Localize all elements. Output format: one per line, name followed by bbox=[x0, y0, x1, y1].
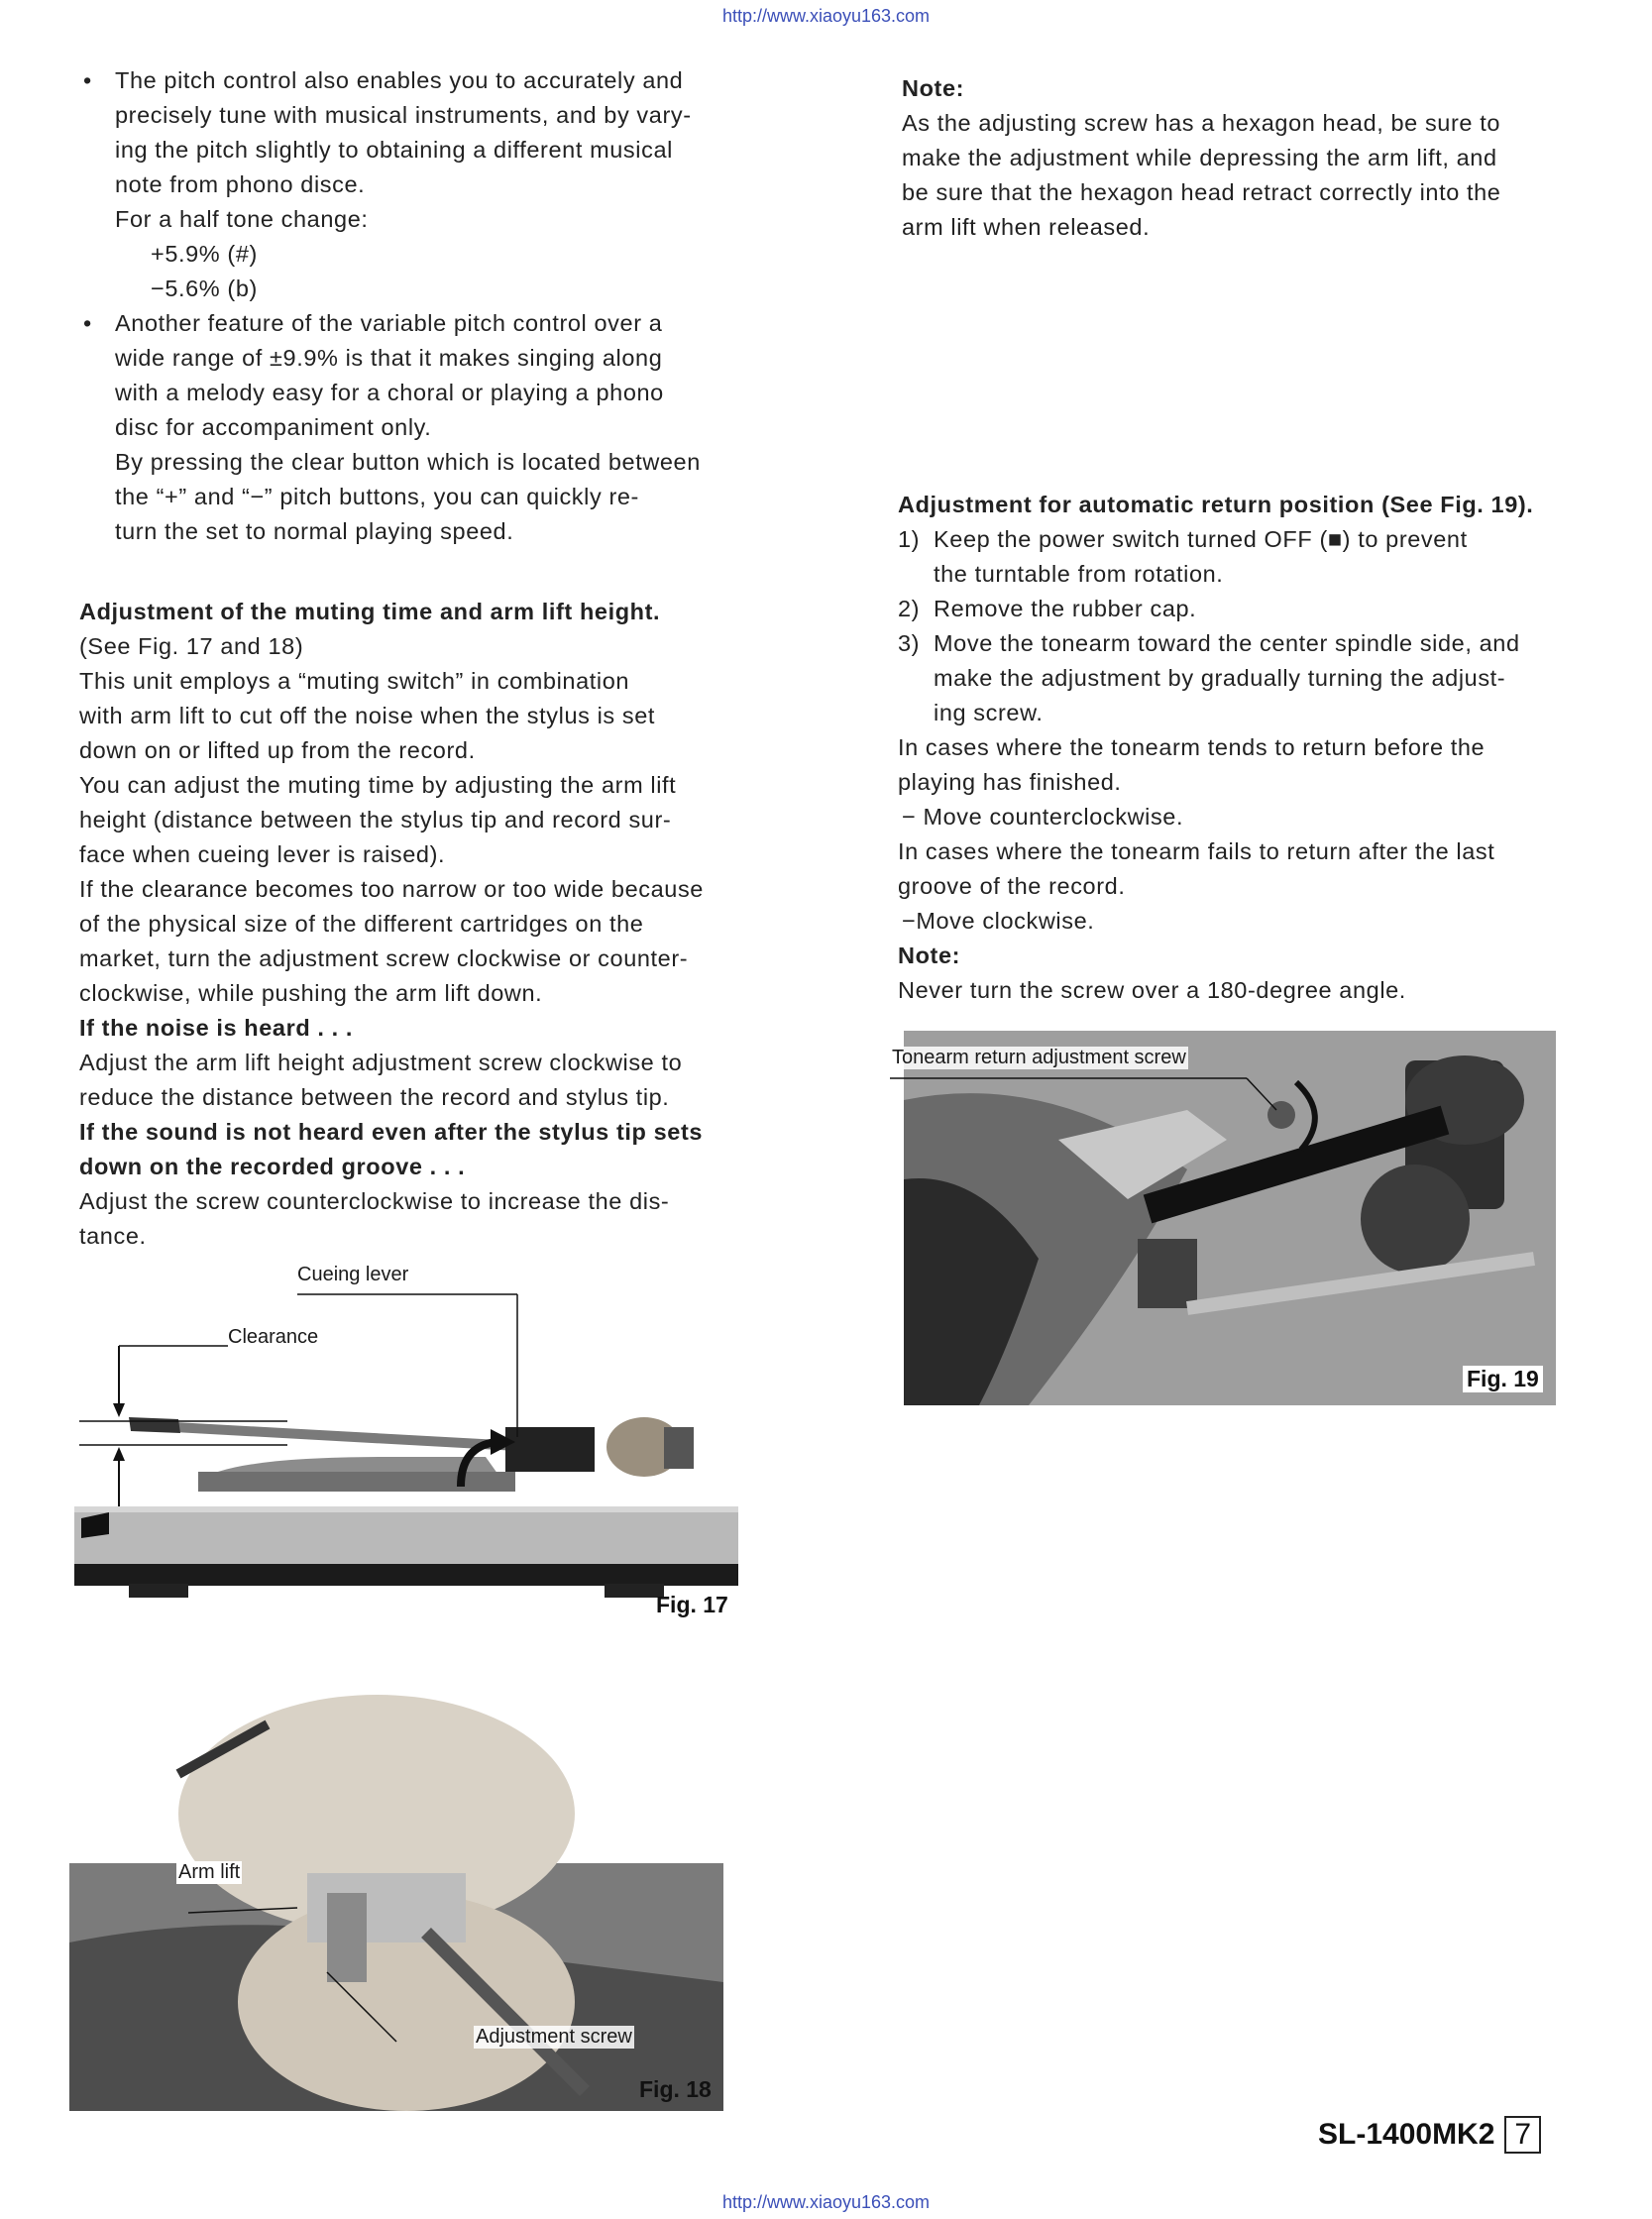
label-cueing-lever: Cueing lever bbox=[297, 1264, 409, 1285]
text-line: tance. bbox=[79, 1223, 147, 1249]
figure-18 bbox=[69, 1685, 733, 2111]
text-line: arm lift when released. bbox=[902, 214, 1151, 240]
text-line: height (distance between the stylus tip and record sur- bbox=[79, 807, 672, 832]
text-line: In cases where the tonearm fails to return after the last bbox=[898, 838, 1495, 864]
step-3 bbox=[898, 626, 1564, 730]
fig17-number: Fig. 17 bbox=[656, 1592, 728, 1617]
text-line: ing the pitch slightly to obtaining a different musical bbox=[115, 137, 673, 163]
text-line: reduce the distance between the record and stylus tip. bbox=[79, 1084, 670, 1110]
text-line: By pressing the clear button which is located between bbox=[115, 449, 701, 475]
text-line: Move the tonearm toward the center spindle side, and bbox=[934, 630, 1520, 656]
note2-text: Never turn the screw over a 180-degree angle. bbox=[898, 977, 1406, 1003]
case2-action: −Move clockwise. bbox=[902, 908, 1095, 934]
text-line: Keep the power switch turned OFF (■) to prevent bbox=[934, 526, 1468, 552]
text-line: disc for accompaniment only. bbox=[115, 414, 432, 440]
text-line: If the clearance becomes too narrow or too wide because bbox=[79, 876, 704, 902]
text-line: turn the set to normal playing speed. bbox=[115, 518, 514, 544]
label-tonearm-return-screw: Tonearm return adjustment screw bbox=[892, 1047, 1186, 1068]
case1-action: − Move counterclockwise. bbox=[902, 804, 1184, 830]
text-line: You can adjust the muting time by adjusting the arm lift bbox=[79, 772, 677, 798]
noise-heading: If the noise is heard . . . bbox=[79, 1015, 354, 1041]
text-line: make the adjustment by gradually turning the adjust- bbox=[934, 665, 1506, 691]
text-line: be sure that the hexagon head retract correctly into the bbox=[902, 179, 1501, 205]
auto-return-heading: Adjustment for automatic return position (See Fig. 19). bbox=[898, 492, 1534, 517]
text-line: make the adjustment while depressing the arm lift, and bbox=[902, 145, 1497, 170]
text-line: Adjust the arm lift height adjustment screw clockwise to bbox=[79, 1050, 683, 1075]
text-line: Another feature of the variable pitch control over a bbox=[115, 310, 663, 336]
sound-heading: down on the recorded groove . . . bbox=[79, 1154, 466, 1179]
right-column bbox=[902, 71, 1568, 245]
figure-17 bbox=[69, 1259, 743, 1625]
text-line: groove of the record. bbox=[898, 873, 1126, 899]
step-number: 2) bbox=[898, 596, 921, 621]
half-tone-flat: −5.6% (b) bbox=[151, 276, 258, 301]
text-line: the turntable from rotation. bbox=[934, 561, 1224, 587]
bullet-variable-pitch: • Another feature of the variable pitch control over a wide range of ±9.9% is that it makes singing along with a melody easy for a choral or playing a phono disc for accompaniment only. By pressing the clear button which is located between the “+” and “−” pitch buttons, you can quickly re- turn the set to normal playing speed. bbox=[79, 306, 745, 549]
half-tone-label: For a half tone change: bbox=[115, 206, 369, 232]
footer-url[interactable]: http://www.xiaoyu163.com bbox=[721, 2192, 931, 2212]
text-line: note from phono disce. bbox=[115, 171, 366, 197]
text-line: This unit employs a “muting switch” in combination bbox=[79, 668, 630, 694]
text-line: with arm lift to cut off the noise when the stylus is set bbox=[79, 703, 656, 728]
text-line: In cases where the tonearm tends to return before the bbox=[898, 734, 1486, 760]
page-number: 7 bbox=[1504, 2116, 1541, 2154]
fig19-number: Fig. 19 bbox=[1463, 1366, 1543, 1392]
tonearm-return-photo bbox=[890, 1031, 1556, 1405]
right-column-lower bbox=[898, 488, 1564, 1008]
left-column bbox=[79, 63, 745, 1254]
text-line: precisely tune with musical instruments, and by vary- bbox=[115, 102, 692, 128]
muting-see-fig: (See Fig. 17 and 18) bbox=[79, 633, 304, 659]
muting-heading: Adjustment of the muting time and arm lift height. bbox=[79, 599, 661, 624]
figure-19 bbox=[890, 1031, 1556, 1405]
text-line: clockwise, while pushing the arm lift down. bbox=[79, 980, 543, 1006]
note2-heading: Note: bbox=[898, 943, 961, 968]
turntable-side-illustration bbox=[69, 1259, 743, 1625]
step-1 bbox=[898, 522, 1564, 592]
text-line: face when cueing lever is raised). bbox=[79, 841, 446, 867]
text-line: down on or lifted up from the record. bbox=[79, 737, 476, 763]
text-line: wide range of ±9.9% is that it makes singing along bbox=[115, 345, 663, 371]
step-2 bbox=[898, 592, 1564, 626]
sound-heading: If the sound is not heard even after the stylus tip sets bbox=[79, 1119, 704, 1145]
note-heading: Note: bbox=[902, 75, 965, 101]
half-tone-sharp: +5.9% (#) bbox=[151, 241, 258, 267]
text-line: the “+” and “−” pitch buttons, you can quickly re- bbox=[115, 484, 639, 509]
text-line: As the adjusting screw has a hexagon head, be sure to bbox=[902, 110, 1501, 136]
step-number: 1) bbox=[898, 526, 921, 552]
text-line: ing screw. bbox=[934, 700, 1044, 725]
text-line: The pitch control also enables you to accurately and bbox=[115, 67, 684, 93]
label-arm-lift: Arm lift bbox=[178, 1861, 241, 1883]
page-footer bbox=[1318, 2116, 1541, 2154]
step-number: 3) bbox=[898, 630, 921, 656]
text-line: market, turn the adjustment screw clockwise or counter- bbox=[79, 945, 689, 971]
label-adjustment-screw: Adjustment screw bbox=[476, 2026, 632, 2048]
text-line: Adjust the screw counterclockwise to increase the dis- bbox=[79, 1188, 670, 1214]
text-line: Remove the rubber cap. bbox=[934, 596, 1197, 621]
model-number: SL-1400MK2 bbox=[1318, 2118, 1495, 2151]
header-url[interactable]: http://www.xiaoyu163.com bbox=[721, 6, 931, 26]
text-line: playing has finished. bbox=[898, 769, 1122, 795]
label-clearance: Clearance bbox=[228, 1326, 319, 1348]
text-line: with a melody easy for a choral or playing a phono bbox=[115, 380, 664, 405]
bullet-pitch-tune: • The pitch control also enables you to accurately and precisely tune with musical instruments, and by vary- ing the pitch slightly to obtaining a different musical note from phono disce. For a half tone change: +5.9% (#) −5.6% (b) bbox=[79, 63, 745, 306]
text-line: of the physical size of the different cartridges on the bbox=[79, 911, 644, 937]
fig18-number: Fig. 18 bbox=[639, 2076, 712, 2102]
